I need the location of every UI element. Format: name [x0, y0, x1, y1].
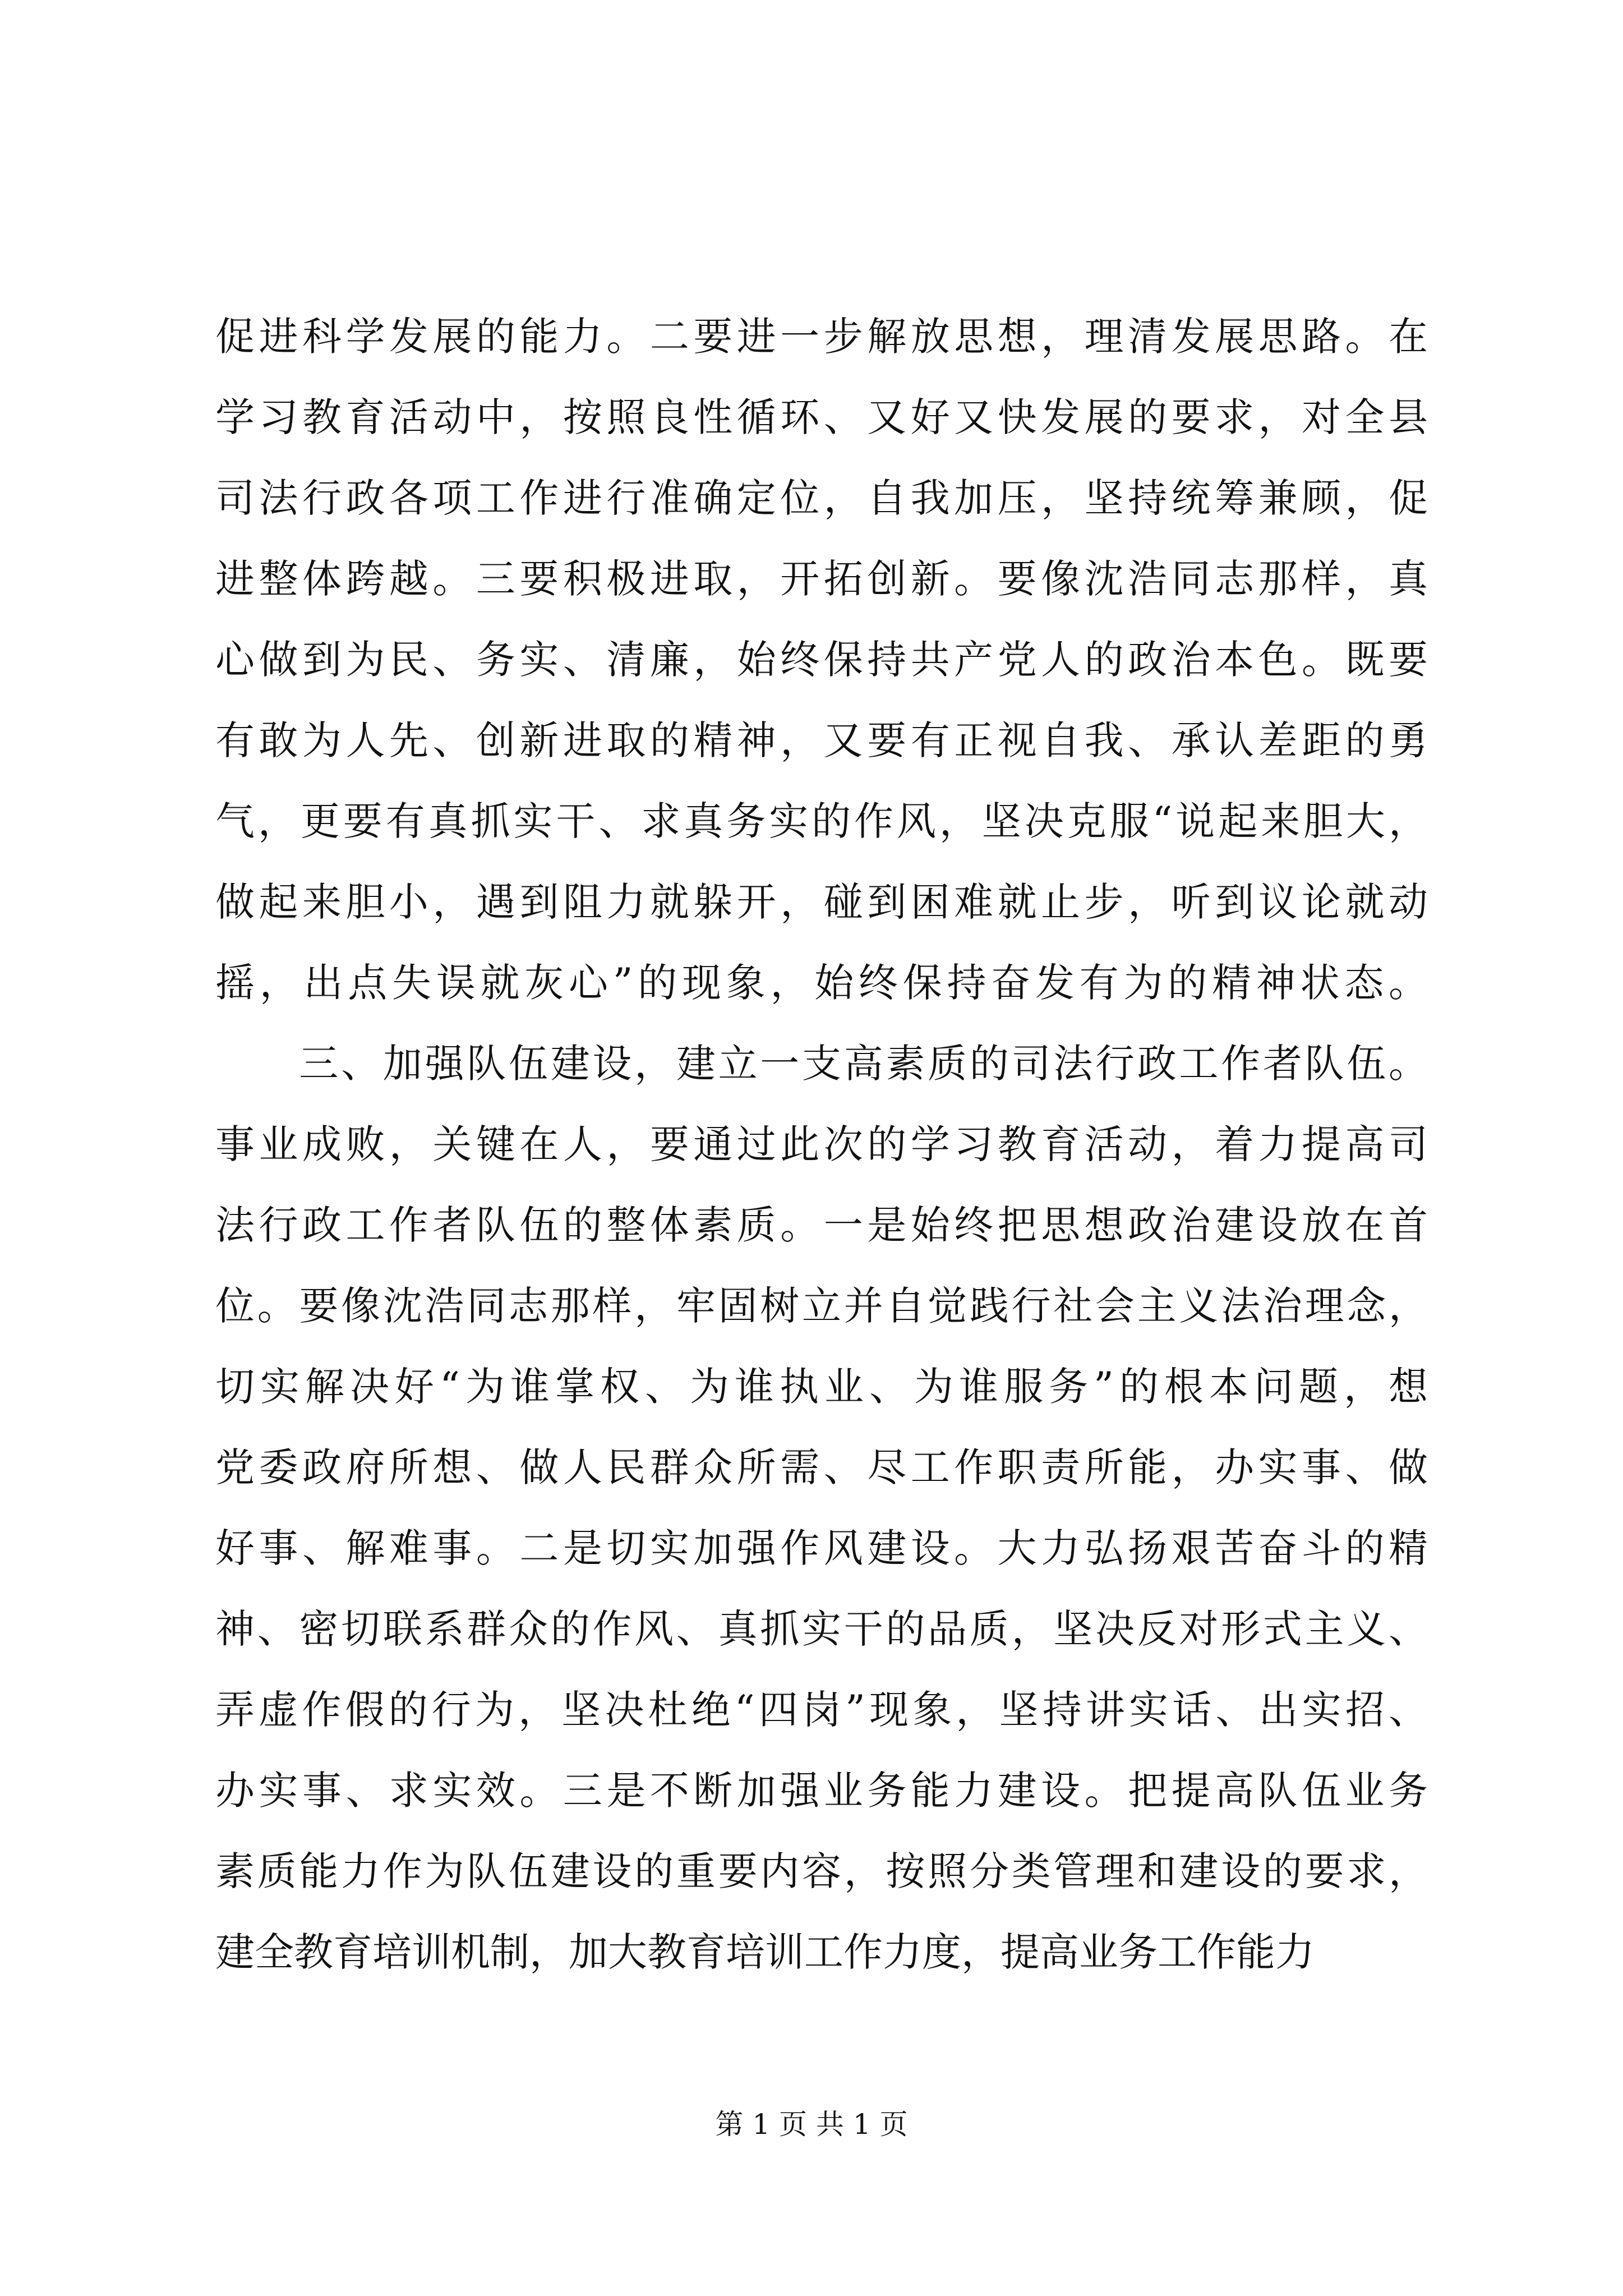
text-line: 法行政工作者队伍的整体素质。一是始终把思想政治建设放在首 — [215, 1202, 1428, 1248]
text-line: 心做到为民、务实、清廉，始终保持共产党人的政治本色。既要 — [215, 637, 1428, 683]
page-footer: 第 1 页 共 1 页 — [715, 2108, 908, 2141]
text-line: 进整体跨越。三要积极进取，开拓创新。要像沈浩同志那样，真 — [215, 556, 1428, 602]
text-line: 摇，出点失误就灰心”的现象，始终保持奋发有为的精神状态。 — [215, 960, 1428, 1006]
text-line: 促进科学发展的能力。二要进一步解放思想，理清发展思路。在 — [215, 314, 1428, 360]
text-line: 办实事、求实效。三是不断加强业务能力建设。把提高队伍业务 — [215, 1768, 1428, 1814]
text-line: 切实解决好“为谁掌权、为谁执业、为谁服务”的根本问题，想 — [215, 1364, 1428, 1410]
text-line: 有敢为人先、创新进取的精神，又要有正视自我、承认差距的勇 — [215, 717, 1428, 763]
text-line: 好事、解难事。二是切实加强作风建设。大力弘扬艰苦奋斗的精 — [215, 1525, 1428, 1571]
text-line: 素质能力作为队伍建设的重要内容，按照分类管理和建设的要求， — [215, 1848, 1428, 1894]
text-line: 建全教育培训机制，加大教育培训工作力度，提高业务工作能力 — [215, 1929, 1315, 1975]
text-line: 司法行政各项工作进行准确定位，自我加压，坚持统筹兼顾，促 — [215, 475, 1428, 521]
text-line: 位。要像沈浩同志那样，牢固树立并自觉践行社会主义法治理念， — [215, 1283, 1428, 1329]
text-line: 弄虚作假的行为，坚决杜绝“四岗”现象，坚持讲实话、出实招、 — [215, 1687, 1428, 1733]
text-line: 学习教育活动中，按照良性循环、又好又快发展的要求，对全县 — [215, 394, 1428, 440]
text-line: 党委政府所想、做人民群众所需、尽工作职责所能，办实事、做 — [215, 1444, 1428, 1490]
text-line: 神、密切联系群众的作风、真抓实干的品质，坚决反对形式主义、 — [215, 1606, 1428, 1652]
text-line: 做起来胆小，遇到阻力就躲开，碰到困难就止步，听到议论就动 — [215, 879, 1428, 925]
text-line: 三、加强队伍建设，建立一支高素质的司法行政工作者队伍。 — [215, 1041, 1428, 1087]
body-text — [215, 296, 1428, 1993]
text-line: 气，更要有真抓实干、求真务实的作风，坚决克服“说起来胆大， — [215, 798, 1428, 844]
text-line: 事业成败，关键在人，要通过此次的学习教育活动，着力提高司 — [215, 1121, 1428, 1167]
